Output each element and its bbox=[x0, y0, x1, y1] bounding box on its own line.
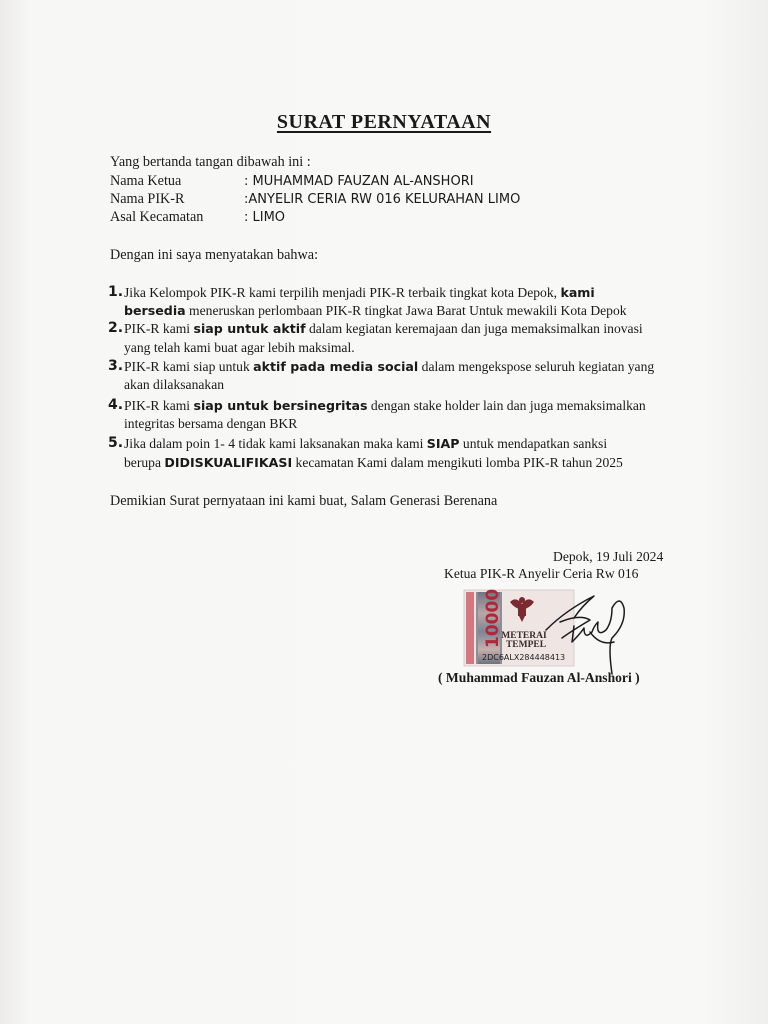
item-line: integritas bersama dengan BKR bbox=[124, 416, 298, 431]
item-line bbox=[124, 358, 654, 376]
statement-intro: Dengan ini saya menyatakan bahwa: bbox=[110, 247, 319, 263]
item-bold-text: DIDISKUALIFIKASI bbox=[164, 455, 293, 470]
item-line bbox=[124, 320, 643, 338]
item-text: meneruskan perlombaan PIK-R tingkat Jawa Barat Untuk mewakili Kota Depok bbox=[185, 303, 627, 318]
item-line bbox=[124, 302, 627, 320]
item-text: dalam mengekspose seluruh kegiatan yang bbox=[418, 359, 655, 374]
item-text: Jika Kelompok PIK-R kami terpilih menjadi PIK-R terbaik tingkat kota Depok, bbox=[124, 285, 561, 300]
field-label-nama-ketua: Nama Ketua bbox=[110, 173, 182, 189]
item-bold-text: siap untuk bersinegritas bbox=[193, 398, 368, 413]
field-value-nama-pikr: :ANYELIR CERIA RW 016 KELURAHAN LIMO bbox=[244, 192, 521, 207]
intro-text: Yang bertanda tangan dibawah ini : bbox=[110, 154, 311, 170]
item-bold-text: SIAP bbox=[426, 436, 460, 451]
stamp-value: 10000 bbox=[483, 588, 503, 648]
item-text: dalam kegiatan keremajaan dan juga memaksimalkan inovasi bbox=[305, 321, 643, 336]
item-line bbox=[124, 435, 607, 453]
item-line bbox=[124, 397, 646, 415]
item-text: dengan stake holder lain dan juga memaksimalkan bbox=[367, 398, 646, 413]
item-text: Jika dalam poin 1- 4 tidak kami laksanakan maka kami bbox=[124, 436, 427, 451]
item-line bbox=[124, 284, 595, 302]
item-text: berupa bbox=[124, 455, 165, 470]
item-number: 2. bbox=[108, 320, 124, 336]
closing-text: Demikian Surat pernyataan ini kami buat, Salam Generasi Berenana bbox=[110, 493, 498, 509]
field-value-nama-ketua: : MUHAMMAD FAUZAN AL-ANSHORI bbox=[244, 174, 474, 189]
item-line: akan dilaksanakan bbox=[124, 377, 225, 392]
meterai-stamp bbox=[462, 586, 632, 676]
item-text: kecamatan Kami dalam mengikuti lomba PIK-R tahun 2025 bbox=[292, 455, 623, 470]
item-text: untuk mendapatkan sanksi bbox=[459, 436, 608, 451]
document-title: SURAT PERNYATAAN bbox=[276, 111, 492, 133]
signer-role: Ketua PIK-R Anyelir Ceria Rw 016 bbox=[444, 566, 639, 581]
stamp-label-bottom: TEMPEL bbox=[505, 640, 547, 650]
item-text: PIK-R kami bbox=[124, 321, 194, 336]
item-line bbox=[124, 454, 623, 472]
field-value-kecamatan: : LIMO bbox=[244, 210, 286, 225]
item-number: 1. bbox=[108, 284, 124, 300]
item-bold-text: kami bbox=[560, 285, 595, 300]
item-line: yang telah kami buat agar lebih maksimal. bbox=[124, 340, 355, 355]
item-bold-text: aktif pada media social bbox=[253, 359, 419, 374]
item-number: 3. bbox=[108, 358, 124, 374]
item-bold-text: bersedia bbox=[124, 303, 186, 318]
place-date: Depok, 19 Juli 2024 bbox=[553, 549, 664, 564]
item-text: PIK-R kami bbox=[124, 398, 194, 413]
stamp-serial: 2DC6ALX284448413 bbox=[482, 653, 566, 662]
signer-name: ( Muhammad Fauzan Al-Anshori ) bbox=[438, 670, 640, 685]
stamp-label-top: METERAI bbox=[501, 631, 547, 641]
field-label-nama-pikr: Nama PIK-R bbox=[110, 191, 185, 207]
item-bold-text: siap untuk aktif bbox=[193, 321, 306, 336]
stamp-graphic bbox=[462, 586, 632, 676]
item-number: 4. bbox=[108, 397, 124, 413]
field-label-kecamatan: Asal Kecamatan bbox=[110, 209, 204, 225]
item-number: 5. bbox=[108, 435, 124, 451]
item-text: PIK-R kami siap untuk bbox=[124, 359, 254, 374]
